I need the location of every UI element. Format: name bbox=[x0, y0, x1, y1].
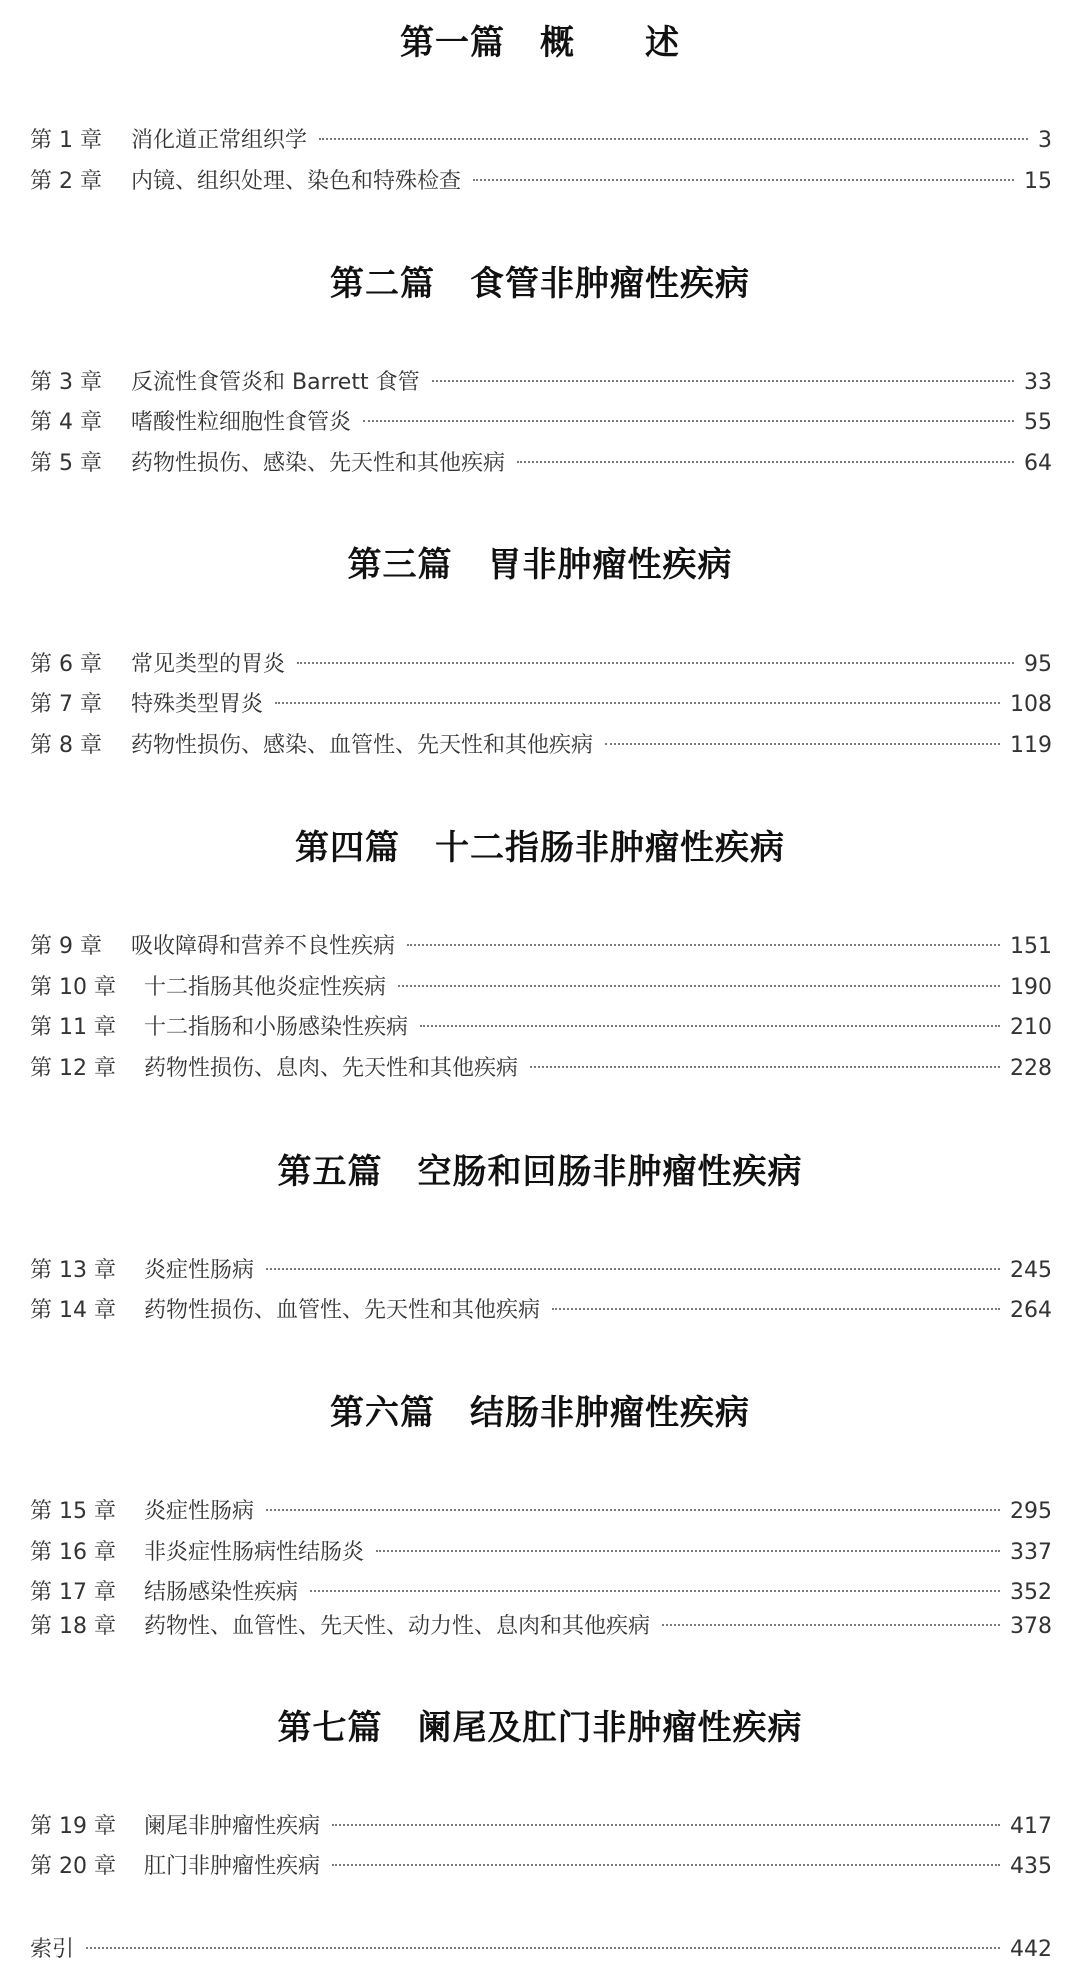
chapter-title: 药物性损伤、息肉、先天性和其他疾病 bbox=[144, 1056, 519, 1081]
chapter-number: 第 11 章 bbox=[30, 1015, 116, 1040]
dot-leader bbox=[297, 662, 1014, 664]
toc-entry[interactable] bbox=[30, 1011, 1052, 1045]
page-number: 378 bbox=[1010, 1614, 1052, 1639]
page-number: 119 bbox=[1010, 733, 1052, 758]
chapter-number: 第 6 章 bbox=[30, 652, 102, 677]
page-number: 95 bbox=[1024, 652, 1052, 677]
page-number: 295 bbox=[1010, 1499, 1052, 1524]
toc-entry[interactable] bbox=[30, 1810, 1052, 1844]
part-title-7: 第七篇 阑尾及肛门非肿瘤性疾病 bbox=[277, 1708, 803, 1748]
chapter-number: 第 17 章 bbox=[30, 1580, 116, 1605]
dot-leader bbox=[266, 1509, 1000, 1511]
page-number: 442 bbox=[1010, 1937, 1052, 1962]
dot-leader bbox=[310, 1590, 1000, 1592]
chapter-number: 第 20 章 bbox=[30, 1854, 116, 1879]
chapter-number: 第 7 章 bbox=[30, 692, 102, 717]
chapter-title: 结肠感染性疾病 bbox=[144, 1580, 299, 1605]
toc-entry[interactable] bbox=[30, 1254, 1052, 1288]
dot-leader bbox=[530, 1066, 1000, 1068]
chapter-title: 嗜酸性粒细胞性食管炎 bbox=[131, 410, 352, 435]
toc-entry[interactable] bbox=[30, 688, 1052, 722]
toc-entry[interactable] bbox=[30, 930, 1052, 964]
chapter-title: 消化道正常组织学 bbox=[131, 128, 308, 153]
dot-leader bbox=[266, 1268, 1000, 1270]
dot-leader bbox=[407, 944, 1000, 946]
dot-leader bbox=[332, 1864, 1000, 1866]
chapter-number: 第 2 章 bbox=[30, 169, 102, 194]
toc-entry[interactable] bbox=[30, 1850, 1052, 1884]
index-title: 索引 bbox=[30, 1937, 75, 1962]
page-number: 15 bbox=[1024, 169, 1052, 194]
chapter-title: 阑尾非肿瘤性疾病 bbox=[144, 1814, 321, 1839]
chapter-title: 内镜、组织处理、染色和特殊检查 bbox=[131, 169, 462, 194]
chapter-title: 药物性损伤、感染、先天性和其他疾病 bbox=[131, 451, 506, 476]
chapter-title: 药物性、血管性、先天性、动力性、息肉和其他疾病 bbox=[144, 1614, 651, 1639]
dot-leader bbox=[376, 1550, 1000, 1552]
toc-entry[interactable] bbox=[30, 124, 1052, 158]
toc-entry[interactable] bbox=[30, 648, 1052, 682]
dot-leader bbox=[363, 420, 1014, 422]
chapter-number: 第 12 章 bbox=[30, 1056, 116, 1081]
toc-entry[interactable] bbox=[30, 1294, 1052, 1328]
dot-leader bbox=[332, 1824, 1000, 1826]
part-title-3: 第三篇 胃非肿瘤性疾病 bbox=[347, 545, 733, 585]
chapter-title: 反流性食管炎和 Barrett 食管 bbox=[131, 370, 420, 395]
page-number: 33 bbox=[1024, 370, 1052, 395]
chapter-title: 吸收障碍和营养不良性疾病 bbox=[131, 934, 396, 959]
dot-leader bbox=[517, 461, 1014, 463]
part-title-2: 第二篇 食管非肿瘤性疾病 bbox=[330, 264, 750, 304]
chapter-number: 第 14 章 bbox=[30, 1298, 116, 1323]
toc-entry-index[interactable] bbox=[30, 1933, 1052, 1967]
part-title-6: 第六篇 结肠非肿瘤性疾病 bbox=[330, 1393, 750, 1433]
page-number: 55 bbox=[1024, 410, 1052, 435]
toc-entry[interactable] bbox=[30, 165, 1052, 199]
page-number: 337 bbox=[1010, 1540, 1052, 1565]
chapter-title: 药物性损伤、血管性、先天性和其他疾病 bbox=[144, 1298, 541, 1323]
chapter-number: 第 15 章 bbox=[30, 1499, 116, 1524]
chapter-number: 第 16 章 bbox=[30, 1540, 116, 1565]
dot-leader bbox=[275, 702, 1000, 704]
page-number: 245 bbox=[1010, 1258, 1052, 1283]
chapter-number: 第 13 章 bbox=[30, 1258, 116, 1283]
chapter-title: 药物性损伤、感染、血管性、先天性和其他疾病 bbox=[131, 733, 594, 758]
chapter-number: 第 1 章 bbox=[30, 128, 102, 153]
chapter-title: 十二指肠其他炎症性疾病 bbox=[144, 975, 387, 1000]
chapter-title: 肛门非肿瘤性疾病 bbox=[144, 1854, 321, 1879]
chapter-title: 常见类型的胃炎 bbox=[131, 652, 286, 677]
toc-entry[interactable] bbox=[30, 406, 1052, 440]
page-number: 210 bbox=[1010, 1015, 1052, 1040]
toc-entry[interactable] bbox=[30, 447, 1052, 481]
chapter-number: 第 10 章 bbox=[30, 975, 116, 1000]
dot-leader bbox=[662, 1624, 1000, 1626]
toc-entry[interactable] bbox=[30, 1052, 1052, 1086]
dot-leader bbox=[398, 985, 1000, 987]
page-number: 190 bbox=[1010, 975, 1052, 1000]
page-number: 108 bbox=[1010, 692, 1052, 717]
toc-entry[interactable] bbox=[30, 1495, 1052, 1529]
dot-leader bbox=[86, 1947, 1000, 1949]
chapter-number: 第 8 章 bbox=[30, 733, 102, 758]
chapter-number: 第 18 章 bbox=[30, 1614, 116, 1639]
dot-leader bbox=[319, 138, 1028, 140]
chapter-title: 十二指肠和小肠感染性疾病 bbox=[144, 1015, 409, 1040]
page-number: 151 bbox=[1010, 934, 1052, 959]
toc-entry[interactable] bbox=[30, 729, 1052, 763]
toc-entry[interactable] bbox=[30, 1536, 1052, 1570]
page-number: 264 bbox=[1010, 1298, 1052, 1323]
chapter-title: 炎症性肠病 bbox=[144, 1499, 255, 1524]
dot-leader bbox=[552, 1308, 1000, 1310]
page-number: 64 bbox=[1024, 451, 1052, 476]
dot-leader bbox=[432, 380, 1014, 382]
chapter-title: 炎症性肠病 bbox=[144, 1258, 255, 1283]
chapter-number: 第 5 章 bbox=[30, 451, 102, 476]
page-number: 352 bbox=[1010, 1580, 1052, 1605]
part-title-1: 第一篇 概 述 bbox=[400, 23, 680, 63]
chapter-number: 第 9 章 bbox=[30, 934, 102, 959]
dot-leader bbox=[473, 179, 1014, 181]
toc-entry[interactable] bbox=[30, 971, 1052, 1005]
page-number: 435 bbox=[1010, 1854, 1052, 1879]
part-title-5: 第五篇 空肠和回肠非肿瘤性疾病 bbox=[277, 1152, 803, 1192]
page-number: 417 bbox=[1010, 1814, 1052, 1839]
dot-leader bbox=[420, 1025, 1000, 1027]
chapter-number: 第 3 章 bbox=[30, 370, 102, 395]
page-number: 228 bbox=[1010, 1056, 1052, 1081]
toc-entry[interactable] bbox=[30, 1576, 1052, 1610]
part-title-4: 第四篇 十二指肠非肿瘤性疾病 bbox=[295, 828, 785, 868]
toc-entry[interactable] bbox=[30, 1610, 1052, 1644]
chapter-number: 第 4 章 bbox=[30, 410, 102, 435]
toc-entry[interactable] bbox=[30, 366, 1052, 400]
dot-leader bbox=[605, 743, 1000, 745]
chapter-title: 特殊类型胃炎 bbox=[131, 692, 264, 717]
chapter-number: 第 19 章 bbox=[30, 1814, 116, 1839]
page-number: 3 bbox=[1038, 128, 1052, 153]
chapter-title: 非炎症性肠病性结肠炎 bbox=[144, 1540, 365, 1565]
